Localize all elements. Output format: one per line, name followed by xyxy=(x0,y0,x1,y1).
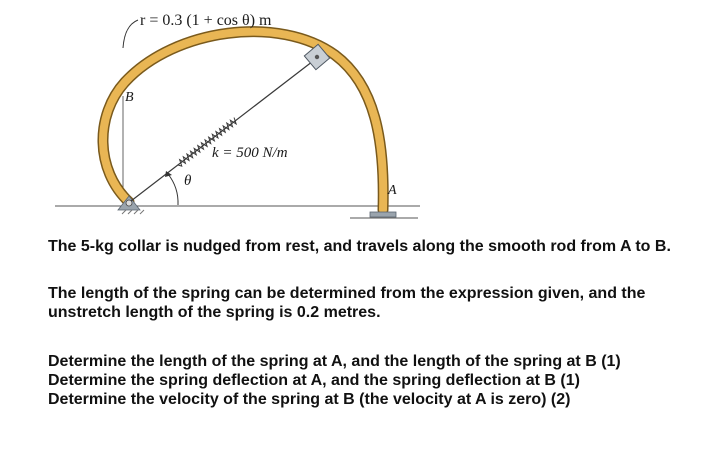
questions xyxy=(48,352,698,409)
label-a: A xyxy=(388,183,397,198)
spring-info-line-1: The length of the spring can be determined from the expression given, and the xyxy=(48,285,646,302)
pivot-hatching xyxy=(122,210,144,214)
support-a-base xyxy=(370,212,396,217)
spring-info-line-2: unstretch length of the spring is 0.2 metres. xyxy=(48,304,381,321)
spring-constant-label: k = 500 N/m xyxy=(212,145,288,161)
intro-text: The 5-kg collar is nudged from rest, and travels along the smooth rod from A to B. xyxy=(48,238,671,255)
problem-intro xyxy=(48,237,698,256)
equation-label: r = 0.3 (1 + cos θ) m xyxy=(140,12,272,29)
equation-leader xyxy=(123,20,138,48)
theta-arc xyxy=(168,174,178,205)
spring-info xyxy=(48,284,698,322)
label-b: B xyxy=(125,90,134,105)
question-3: Determine the velocity of the spring at B (the velocity at A is zero) (2) xyxy=(48,391,571,408)
theta-label: θ xyxy=(184,173,192,189)
question-2: Determine the spring deflection at A, and the spring deflection at B (1) xyxy=(48,372,580,389)
question-1: Determine the length of the spring at A, and the length of the spring at B (1) xyxy=(48,353,621,370)
